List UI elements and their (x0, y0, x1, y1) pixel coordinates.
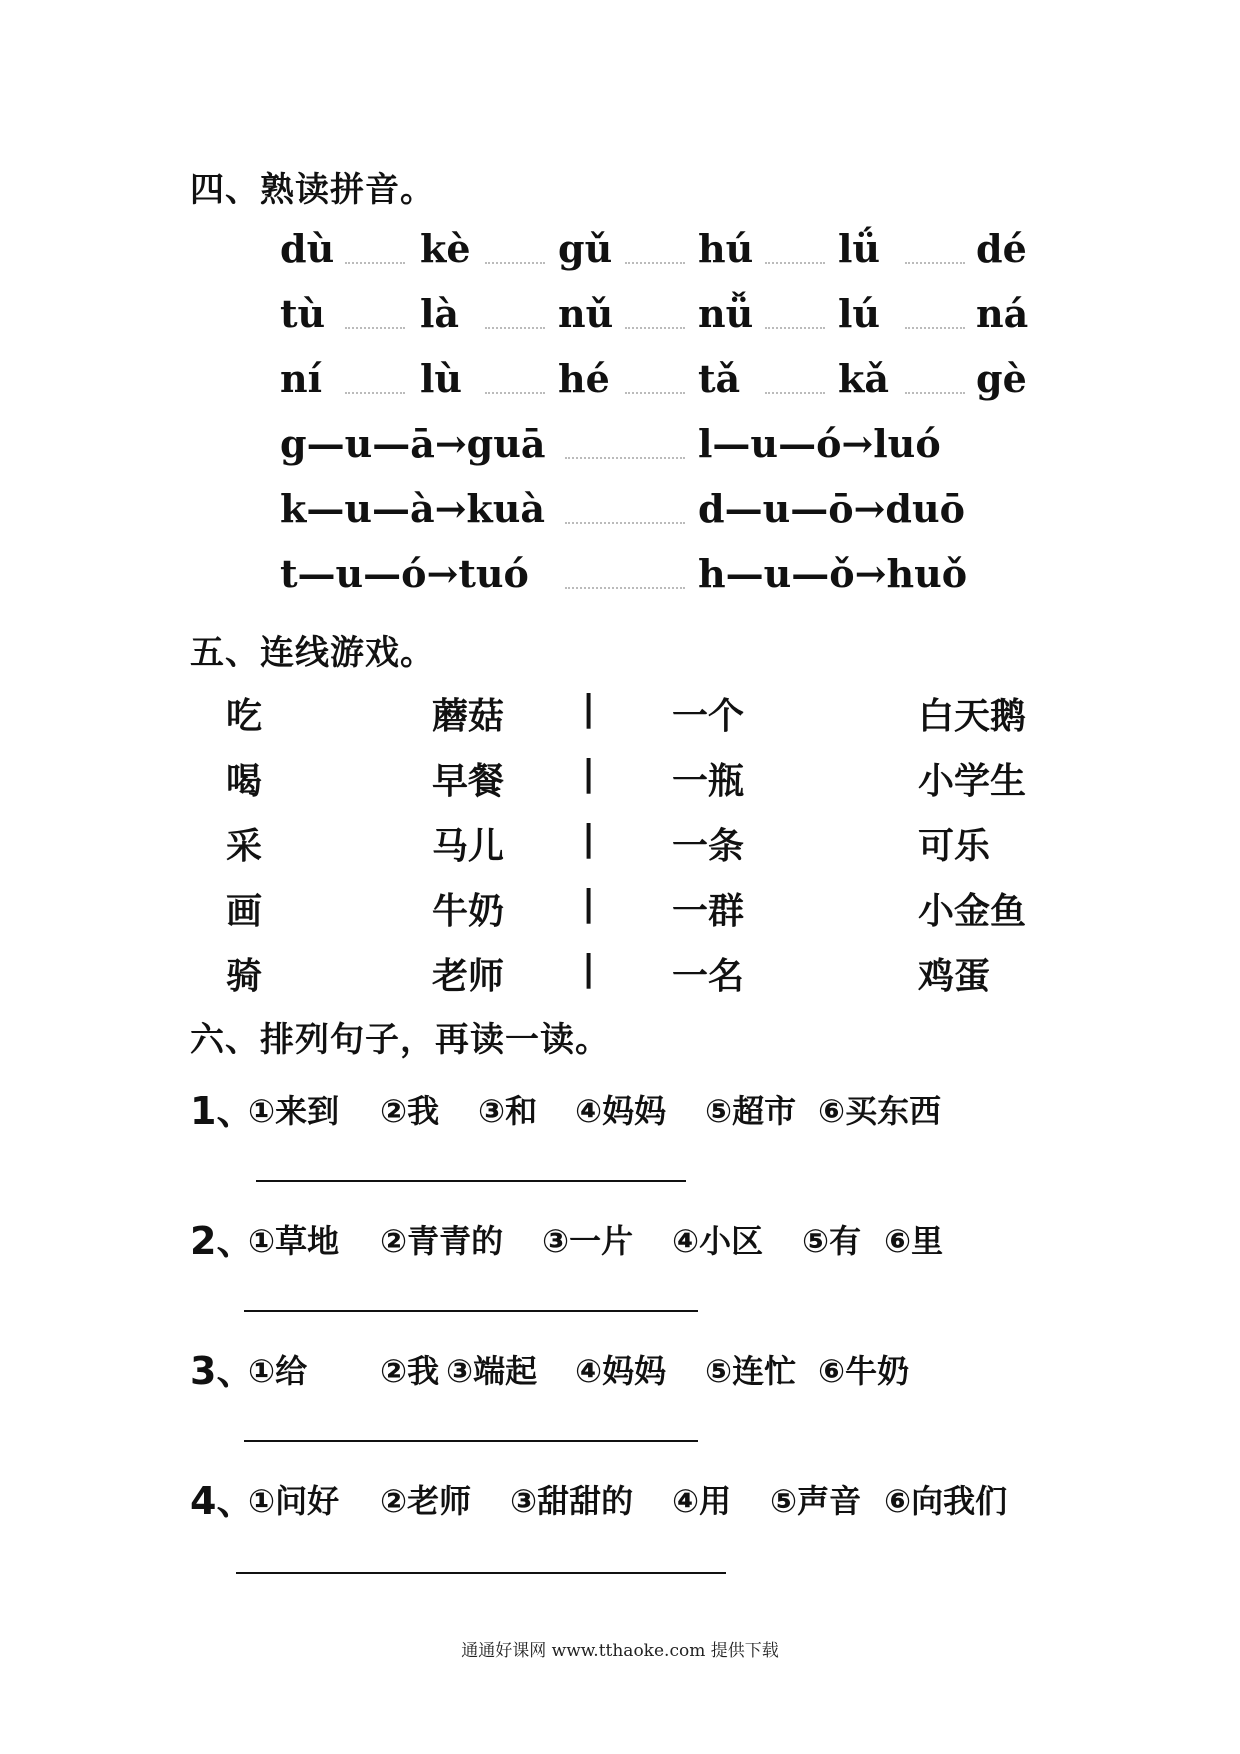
pinyin-cell: kè (420, 226, 471, 271)
match-object: 白天鹅 (918, 696, 1027, 737)
match-object: 小学生 (918, 761, 1027, 802)
pinyin-cell: ní (280, 356, 323, 401)
column-divider: | (582, 753, 596, 794)
dotted-guide (485, 392, 545, 394)
dotted-guide (345, 392, 405, 394)
match-verb: 画 (226, 891, 263, 932)
spelling-left: t—u—ó→tuó (280, 551, 529, 596)
word-option: ⑤声音 (770, 1482, 862, 1520)
pinyin-cell: lú (838, 291, 881, 336)
match-object: 可乐 (918, 826, 991, 867)
pinyin-cell: gǔ (558, 226, 613, 271)
question-number: 1、 (190, 1089, 255, 1133)
column-divider: | (582, 818, 596, 859)
word-option: ⑥买东西 (818, 1092, 942, 1130)
match-measure: 一个 (672, 696, 745, 737)
match-object: 小金鱼 (918, 891, 1027, 932)
spelling-right: l—u—ó→luó (698, 421, 941, 466)
word-option: ③端起 (446, 1352, 538, 1390)
pinyin-cell: gè (976, 356, 1027, 401)
word-option: ⑥向我们 (884, 1482, 1008, 1520)
dotted-guide (565, 457, 685, 459)
section-4-title: 四、熟读拼音。 (190, 170, 435, 210)
word-option: ④妈妈 (575, 1092, 667, 1130)
match-noun: 老师 (432, 956, 505, 997)
word-option: ②青青的 (380, 1222, 504, 1260)
word-option: ③一片 (542, 1222, 634, 1260)
spelling-right: d—u—ō→duō (698, 486, 965, 531)
word-option: ②我 (380, 1092, 440, 1130)
pinyin-cell: ná (976, 291, 1029, 336)
match-measure: 一瓶 (672, 761, 745, 802)
pinyin-cell: hé (558, 356, 610, 401)
pinyin-cell: tù (280, 291, 326, 336)
match-measure: 一名 (672, 956, 745, 997)
word-option: ③和 (478, 1092, 538, 1130)
pinyin-cell: dé (976, 226, 1027, 271)
pinyin-cell: dù (280, 226, 335, 271)
pinyin-cell: kǎ (838, 356, 889, 401)
answer-line[interactable] (236, 1572, 726, 1574)
match-noun: 早餐 (432, 761, 505, 802)
dotted-guide (765, 392, 825, 394)
dotted-guide (565, 522, 685, 524)
column-divider: | (582, 688, 596, 729)
match-noun: 牛奶 (432, 891, 505, 932)
word-option: ⑤有 (802, 1222, 862, 1260)
question-number: 4、 (190, 1479, 255, 1523)
match-measure: 一条 (672, 826, 745, 867)
word-option: ④小区 (672, 1222, 764, 1260)
word-option: ⑥里 (884, 1222, 944, 1260)
spelling-right: h—u—ǒ→huǒ (698, 551, 968, 596)
dotted-guide (485, 327, 545, 329)
match-noun: 蘑菇 (432, 696, 505, 737)
answer-line[interactable] (244, 1310, 698, 1312)
dotted-guide (625, 262, 685, 264)
dotted-guide (905, 392, 965, 394)
spelling-left: k—u—à→kuà (280, 486, 545, 531)
question-number: 2、 (190, 1219, 255, 1263)
dotted-guide (345, 262, 405, 264)
word-option: ⑤连忙 (705, 1352, 797, 1390)
dotted-guide (345, 327, 405, 329)
match-verb: 吃 (226, 696, 263, 737)
pinyin-cell: nǔ (558, 291, 614, 336)
column-divider: | (582, 883, 596, 924)
dotted-guide (905, 262, 965, 264)
column-divider: | (582, 948, 596, 989)
answer-line[interactable] (256, 1180, 686, 1182)
word-option: ④妈妈 (575, 1352, 667, 1390)
pinyin-cell: là (420, 291, 460, 336)
dotted-guide (565, 587, 685, 589)
word-option: ①给 (248, 1352, 308, 1390)
pinyin-cell: tǎ (698, 356, 741, 401)
dotted-guide (485, 262, 545, 264)
word-option: ①问好 (248, 1482, 340, 1520)
match-verb: 喝 (226, 761, 263, 802)
word-option: ⑥牛奶 (818, 1352, 910, 1390)
match-object: 鸡蛋 (918, 956, 991, 997)
answer-line[interactable] (244, 1440, 698, 1442)
section-5-title: 五、连线游戏。 (190, 633, 435, 673)
section-6-title: 六、排列句子，再读一读。 (190, 1020, 610, 1060)
match-measure: 一群 (672, 891, 745, 932)
word-option: ③甜甜的 (510, 1482, 634, 1520)
match-verb: 采 (226, 826, 263, 867)
match-noun: 马儿 (432, 826, 505, 867)
word-option: ②我 (380, 1352, 440, 1390)
page-footer: 通通好课网 www.tthaoke.com 提供下载 (461, 1641, 779, 1661)
word-option: ④用 (672, 1482, 732, 1520)
pinyin-cell: lǘ (838, 226, 881, 271)
question-number: 3、 (190, 1349, 255, 1393)
dotted-guide (765, 262, 825, 264)
spelling-left: g—u—ā→guā (280, 421, 546, 466)
dotted-guide (625, 327, 685, 329)
pinyin-cell: lù (420, 356, 463, 401)
dotted-guide (765, 327, 825, 329)
pinyin-cell: hú (698, 226, 754, 271)
word-option: ①草地 (248, 1222, 340, 1260)
word-option: ②老师 (380, 1482, 472, 1520)
dotted-guide (625, 392, 685, 394)
word-option: ⑤超市 (705, 1092, 797, 1130)
word-option: ①来到 (248, 1092, 340, 1130)
match-verb: 骑 (226, 956, 263, 997)
dotted-guide (905, 327, 965, 329)
pinyin-cell: nǚ (698, 291, 754, 336)
